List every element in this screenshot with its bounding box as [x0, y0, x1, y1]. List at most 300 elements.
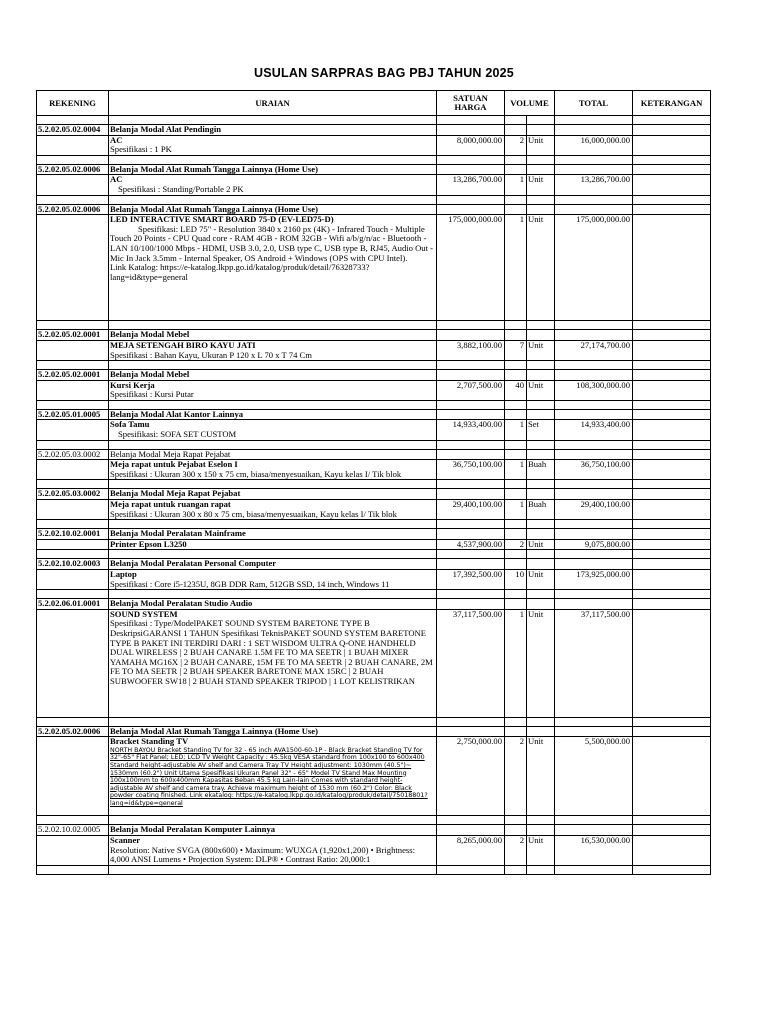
item-description — [109, 135, 437, 155]
empty-cell — [555, 489, 633, 500]
category-row — [37, 559, 711, 570]
empty-cell — [505, 480, 527, 489]
item-description — [109, 460, 437, 480]
empty-cell — [555, 400, 633, 409]
quantity: 1 — [505, 609, 527, 717]
category-name: Belanja Modal Alat Rumah Tangga Lainnya (Home Use) — [109, 726, 437, 737]
empty-cell — [555, 529, 633, 540]
empty-cell — [633, 440, 711, 449]
category-name: Belanja Modal Mebel — [109, 370, 437, 381]
unit-label: Unit — [527, 175, 555, 195]
empty-cell — [37, 155, 109, 164]
quantity: 1 — [505, 175, 527, 195]
page-title: USULAN SARPRAS BAG PBJ TAHUN 2025 — [254, 66, 514, 80]
empty-cell — [527, 330, 555, 341]
item-description — [109, 340, 437, 360]
empty-cell — [527, 865, 555, 874]
item-description — [109, 609, 437, 717]
empty-cell — [505, 409, 527, 420]
empty-cell — [505, 155, 527, 164]
item-link: Link Katalog: https://e-katalog.lkpp.go.id/katalog/produk/detail/76328733?lang=id&type=general — [110, 262, 370, 282]
remarks — [633, 460, 711, 480]
empty-cell — [555, 155, 633, 164]
unit-price: 13,286,700.00 — [437, 175, 505, 195]
item-spec: Spesifikasi : Bahan Kayu, Ukuran P 120 x L 70 x T 74 Cm — [110, 349, 312, 360]
account-code: 5.2.02.10.02.0001 — [37, 529, 109, 540]
empty-cell — [437, 559, 505, 570]
empty-cell — [37, 175, 109, 195]
empty-cell — [37, 816, 109, 825]
empty-cell — [37, 420, 109, 440]
empty-cell — [437, 370, 505, 381]
empty-cell — [37, 135, 109, 155]
remarks — [633, 836, 711, 866]
empty-cell — [527, 409, 555, 420]
spacer-row — [37, 590, 711, 599]
item-row — [37, 215, 711, 321]
category-row — [37, 330, 711, 341]
empty-cell — [633, 449, 711, 460]
empty-cell — [633, 400, 711, 409]
header-total: TOTAL — [555, 91, 633, 116]
empty-cell — [505, 321, 527, 330]
empty-cell — [555, 409, 633, 420]
empty-cell — [37, 717, 109, 726]
line-total: 37,117,500.00 — [555, 609, 633, 717]
empty-cell — [437, 440, 505, 449]
empty-cell — [437, 116, 505, 125]
unit-price: 29,400,100.00 — [437, 500, 505, 520]
remarks — [633, 215, 711, 321]
empty-cell — [109, 550, 437, 559]
empty-cell — [555, 559, 633, 570]
unit-price: 36,750,100.00 — [437, 460, 505, 480]
header-harga: HARGA — [454, 102, 487, 112]
empty-cell — [555, 370, 633, 381]
empty-cell — [527, 559, 555, 570]
item-row — [37, 539, 711, 550]
empty-cell — [437, 599, 505, 610]
empty-cell — [527, 204, 555, 215]
empty-cell — [437, 480, 505, 489]
item-name: MEJA SETENGAH BIRO KAYU JATI — [110, 340, 256, 350]
empty-cell — [109, 321, 437, 330]
line-total: 36,750,100.00 — [555, 460, 633, 480]
empty-cell — [505, 400, 527, 409]
item-spec: Spesifikasi : Ukuran 300 x 80 x 75 cm, biasa/menyesuaikan, Kayu kelas I/ Tik blok — [110, 508, 397, 519]
empty-cell — [633, 164, 711, 175]
item-row — [37, 380, 711, 400]
empty-cell — [527, 164, 555, 175]
empty-cell — [527, 361, 555, 370]
empty-cell — [109, 116, 437, 125]
empty-cell — [505, 489, 527, 500]
remarks — [633, 609, 711, 717]
empty-cell — [37, 609, 109, 717]
item-row — [37, 836, 711, 866]
empty-cell — [555, 865, 633, 874]
empty-cell — [109, 361, 437, 370]
header-satuan-harga — [437, 91, 505, 116]
empty-cell — [555, 330, 633, 341]
empty-cell — [527, 370, 555, 381]
item-description — [109, 539, 437, 550]
quantity: 2 — [505, 737, 527, 816]
empty-cell — [527, 321, 555, 330]
spacer-row — [37, 717, 711, 726]
empty-cell — [505, 195, 527, 204]
category-name: Belanja Modal Alat Rumah Tangga Lainnya (Home Use) — [109, 164, 437, 175]
empty-cell — [555, 195, 633, 204]
empty-cell — [437, 816, 505, 825]
account-code: 5.2.02.10.02.0005 — [37, 825, 109, 836]
line-total: 13,286,700.00 — [555, 175, 633, 195]
empty-cell — [437, 321, 505, 330]
empty-cell — [527, 155, 555, 164]
item-row — [37, 500, 711, 520]
item-name: Bracket Standing TV — [110, 736, 189, 747]
item-spec: Resolution: Native SVGA (800x600) • Maximum: WUXGA (1,920x1,200) • Brightness: 4,000 ANSI Lumens • Projection System: DLP® • Contrast Ratio: 20,000:1 — [110, 844, 415, 865]
item-name: Scanner — [110, 835, 141, 846]
empty-cell — [505, 825, 527, 836]
item-row — [37, 340, 711, 360]
empty-cell — [37, 520, 109, 529]
quantity: 2 — [505, 539, 527, 550]
empty-cell — [633, 480, 711, 489]
header-row — [37, 91, 711, 116]
empty-cell — [37, 440, 109, 449]
empty-cell — [37, 321, 109, 330]
spacer-row — [37, 480, 711, 489]
empty-cell — [437, 550, 505, 559]
unit-label: Unit — [527, 570, 555, 590]
empty-cell — [505, 520, 527, 529]
category-row — [37, 726, 711, 737]
line-total: 175,000,000.00 — [555, 215, 633, 321]
empty-cell — [37, 400, 109, 409]
empty-cell — [555, 125, 633, 136]
category-name: Belanja Modal Meja Rapat Pejabat — [109, 449, 437, 460]
account-code: 5.2.02.05.02.0001 — [37, 370, 109, 381]
empty-cell — [633, 125, 711, 136]
unit-price: 37,117,500.00 — [437, 609, 505, 717]
category-name: Belanja Modal Peralatan Personal Computer — [109, 559, 437, 570]
empty-cell — [527, 480, 555, 489]
empty-cell — [505, 816, 527, 825]
account-code: 5.2.02.05.02.0006 — [37, 726, 109, 737]
account-code: 5.2.02.05.03.0002 — [37, 449, 109, 460]
empty-cell — [109, 195, 437, 204]
empty-cell — [555, 164, 633, 175]
item-spec: Spesifikasi : Standing/Portable 2 PK — [118, 183, 244, 194]
empty-cell — [437, 489, 505, 500]
quantity: 7 — [505, 340, 527, 360]
empty-cell — [505, 529, 527, 540]
empty-cell — [37, 550, 109, 559]
item-name: Meja rapat untuk ruangan rapat — [110, 499, 231, 510]
empty-cell — [437, 449, 505, 460]
empty-cell — [633, 726, 711, 737]
account-code: 5.2.02.05.01.0005 — [37, 409, 109, 420]
item-row — [37, 460, 711, 480]
line-total: 5,500,000.00 — [555, 737, 633, 816]
empty-cell — [505, 865, 527, 874]
spacer-row — [37, 195, 711, 204]
empty-cell — [109, 816, 437, 825]
empty-cell — [555, 825, 633, 836]
item-row — [37, 175, 711, 195]
empty-cell — [37, 361, 109, 370]
category-row — [37, 164, 711, 175]
category-row — [37, 204, 711, 215]
spacer-row — [37, 116, 711, 125]
empty-cell — [37, 836, 109, 866]
category-name: Belanja Modal Alat Pendingin — [109, 125, 437, 136]
line-total: 16,530,000.00 — [555, 836, 633, 866]
empty-cell — [109, 590, 437, 599]
empty-cell — [437, 825, 505, 836]
empty-cell — [109, 865, 437, 874]
item-spec-first: Spesifikasi: LED 75" - Resolution 3840 x 2160 px (4K) - Infrared Touch - Multiple — [138, 223, 425, 234]
empty-cell — [109, 717, 437, 726]
spacer-row — [37, 550, 711, 559]
empty-cell — [437, 865, 505, 874]
unit-price: 175,000,000.00 — [437, 215, 505, 321]
empty-cell — [109, 480, 437, 489]
category-row — [37, 599, 711, 610]
empty-cell — [505, 559, 527, 570]
empty-cell — [555, 726, 633, 737]
item-row — [37, 737, 711, 816]
item-row — [37, 135, 711, 155]
empty-cell — [505, 125, 527, 136]
item-description — [109, 215, 437, 321]
empty-cell — [555, 816, 633, 825]
line-total: 16,000,000.00 — [555, 135, 633, 155]
unit-price: 8,000,000.00 — [437, 135, 505, 155]
item-description — [109, 380, 437, 400]
empty-cell — [633, 330, 711, 341]
item-row — [37, 609, 711, 717]
empty-cell — [505, 449, 527, 460]
empty-cell — [437, 726, 505, 737]
quantity: 2 — [505, 836, 527, 866]
empty-cell — [633, 155, 711, 164]
unit-price: 2,707,500.00 — [437, 380, 505, 400]
unit-label: Unit — [527, 539, 555, 550]
empty-cell — [555, 449, 633, 460]
empty-cell — [633, 599, 711, 610]
quantity: 1 — [505, 420, 527, 440]
empty-cell — [527, 590, 555, 599]
account-code: 5.2.02.06.01.0001 — [37, 599, 109, 610]
empty-cell — [555, 520, 633, 529]
empty-cell — [505, 717, 527, 726]
empty-cell — [437, 195, 505, 204]
empty-cell — [437, 204, 505, 215]
empty-cell — [527, 440, 555, 449]
empty-cell — [527, 550, 555, 559]
empty-cell — [633, 370, 711, 381]
item-name: AC — [110, 174, 123, 185]
empty-cell — [633, 520, 711, 529]
empty-cell — [527, 400, 555, 409]
empty-cell — [555, 321, 633, 330]
empty-cell — [37, 865, 109, 874]
unit-price: 17,392,500.00 — [437, 570, 505, 590]
empty-cell — [527, 717, 555, 726]
category-name: Belanja Modal Peralatan Mainframe — [109, 529, 437, 540]
spacer-row — [37, 816, 711, 825]
line-total: 108,300,000.00 — [555, 380, 633, 400]
empty-cell — [37, 590, 109, 599]
empty-cell — [505, 599, 527, 610]
item-spec: Touch 20 Points - CPU Quad core - RAM 4GB - ROM 32GB - Wifi a/b/g/n/ac - Bluetooth - LAN 10/100/1000 Mbps - HDMI, USB 3.0, 2.0, USB type C, USB type B, RJ45, Audio Out - Mic In Jack 3.5mm - Internal Speaker, OS Android + Windows (OPS with CPU Intel). — [110, 233, 434, 263]
unit-label: Buah — [527, 500, 555, 520]
empty-cell — [505, 370, 527, 381]
empty-cell — [527, 116, 555, 125]
item-spec: Spesifikasi: SOFA SET CUSTOM — [118, 429, 237, 440]
empty-cell — [37, 340, 109, 360]
empty-cell — [505, 330, 527, 341]
empty-cell — [437, 717, 505, 726]
unit-label: Set — [527, 420, 555, 440]
empty-cell — [37, 195, 109, 204]
empty-cell — [527, 125, 555, 136]
spacer-row — [37, 865, 711, 874]
category-row — [37, 529, 711, 540]
empty-cell — [505, 116, 527, 125]
empty-cell — [37, 570, 109, 590]
item-description — [109, 500, 437, 520]
category-name: Belanja Modal Alat Rumah Tangga Lainnya (Home Use) — [109, 204, 437, 215]
empty-cell — [437, 520, 505, 529]
empty-cell — [633, 550, 711, 559]
empty-cell — [437, 529, 505, 540]
empty-cell — [527, 825, 555, 836]
unit-price: 2,750,000.00 — [437, 737, 505, 816]
item-description — [109, 570, 437, 590]
empty-cell — [633, 816, 711, 825]
empty-cell — [37, 500, 109, 520]
line-total: 27,174,700.00 — [555, 340, 633, 360]
item-spec: NORTH BAYOU Bracket Standing TV for 32 - 65 inch AVA1500-60-1P - Black Bracket Standing TV for 32"-65" Flat Panel; LED; LCD TV Weight Capacity : 45.5kg VESA standard from 100x100 to 600x400 Standard height-adjustable AV shelf and Camera Tray TV Height adjustment: 1030mm (40.5")~ 1530mm (60.2") Unit Utama Spesifikasi Ukuran Panel 32" - 65" Model TV Stand Max Mounting 100x100mm to 600x400mm Kapasitas Beban 45.5 kg Lain-lain Comes with standard height-adjustable AV shelf and camera tray. Achieve maximum height of 1530 mm (60.2") Color: Black powder coating finished. Link ekatalog: https://e-katalog.lkpp.go.id/katalog/produk/detail/75018801?lang=id&type=general — [110, 746, 428, 807]
empty-cell — [633, 489, 711, 500]
empty-cell — [555, 590, 633, 599]
account-code: 5.2.02.05.03.0002 — [37, 489, 109, 500]
empty-cell — [437, 155, 505, 164]
spacer-row — [37, 440, 711, 449]
quantity: 2 — [505, 135, 527, 155]
quantity: 40 — [505, 380, 527, 400]
empty-cell — [37, 480, 109, 489]
empty-cell — [555, 116, 633, 125]
category-name: Belanja Modal Peralatan Studio Audio — [109, 599, 437, 610]
item-name: Sofa Tamu — [110, 419, 150, 430]
empty-cell — [437, 409, 505, 420]
empty-cell — [555, 599, 633, 610]
empty-cell — [109, 155, 437, 164]
empty-cell — [505, 590, 527, 599]
account-code: 5.2.02.10.02.0003 — [37, 559, 109, 570]
empty-cell — [437, 164, 505, 175]
line-total: 173,925,000.00 — [555, 570, 633, 590]
spacer-row — [37, 155, 711, 164]
empty-cell — [437, 125, 505, 136]
unit-price: 8,265,000.00 — [437, 836, 505, 866]
empty-cell — [555, 480, 633, 489]
empty-cell — [633, 195, 711, 204]
item-description — [109, 420, 437, 440]
category-name: Belanja Modal Alat Kantor Lainnya — [109, 409, 437, 420]
unit-label: Unit — [527, 609, 555, 717]
category-name: Belanja Modal Meja Rapat Pejabat — [109, 489, 437, 500]
empty-cell — [37, 539, 109, 550]
empty-cell — [505, 726, 527, 737]
empty-cell — [37, 737, 109, 816]
quantity: 1 — [505, 215, 527, 321]
empty-cell — [633, 116, 711, 125]
remarks — [633, 380, 711, 400]
item-description — [109, 175, 437, 195]
empty-cell — [555, 440, 633, 449]
spacer-row — [37, 400, 711, 409]
empty-cell — [527, 529, 555, 540]
item-spec: Spesifikasi : Type/ModelPAKET SOUND SYSTEM BARETONE TYPE B DeskripsiGARANSI 1 TAHUN Spesifikasi TeknisPAKET SOUND SYSTEM BARETONE TYPE B PAKET INI TERDIRI DARI : 1 SET WISDOM ULTRA Q-ONE HANDHELD DUAL WIRELESS | 2 BUAH CANARE 1.5M FE TO MA SEETR | 1 BUAH MIXER YAMAHA MG16X | 2 BUAH CANARE, 15M FE TO MA SEETR | 2 BUAH CANARE, 2M FE TO MA SEETR | 2 BUAH SPEAKER BARETONE MAX 15RC | 2 BUAH SUBWOOFER SW18 | 2 BUAH STAND SPEAKER TRIPOD | 1 LOT KELISTRIKAN — [110, 618, 433, 686]
empty-cell — [633, 321, 711, 330]
account-code: 5.2.02.05.02.0006 — [37, 164, 109, 175]
empty-cell — [555, 550, 633, 559]
account-code: 5.2.02.05.02.0006 — [37, 204, 109, 215]
category-name: Belanja Modal Peralatan Komputer Lainnya — [109, 825, 437, 836]
item-description — [109, 836, 437, 866]
item-spec: Spesifikasi : Core i5-1235U, 8GB DDR Ram, 512GB SSD, 14 inch, Windows 11 — [110, 578, 390, 589]
unit-label: Unit — [527, 737, 555, 816]
line-total: 9,075,800.00 — [555, 539, 633, 550]
empty-cell — [633, 559, 711, 570]
unit-label: Buah — [527, 460, 555, 480]
header-keterangan: KETERANGAN — [633, 91, 711, 116]
empty-cell — [37, 215, 109, 321]
unit-label: Unit — [527, 215, 555, 321]
empty-cell — [633, 717, 711, 726]
procurement-table — [36, 90, 711, 875]
item-spec: Spesifikasi : Ukuran 300 x 150 x 75 cm, biasa/menyesuaikan, Kayu kelas I/ Tik blok — [110, 468, 402, 479]
item-name: LED INTERACTIVE SMART BOARD 75-D (EV-LED75-D) — [110, 214, 334, 225]
item-name: Kursi Kerja — [110, 380, 155, 390]
item-spec: Spesifikasi : 1 PK — [110, 144, 172, 155]
empty-cell — [633, 590, 711, 599]
line-total: 29,400,100.00 — [555, 500, 633, 520]
empty-cell — [633, 825, 711, 836]
empty-cell — [527, 489, 555, 500]
empty-cell — [505, 550, 527, 559]
empty-cell — [527, 195, 555, 204]
remarks — [633, 135, 711, 155]
remarks — [633, 175, 711, 195]
item-name: Meja rapat untuk Pejabat Eselon I — [110, 459, 238, 470]
item-row — [37, 570, 711, 590]
category-row — [37, 489, 711, 500]
category-row — [37, 825, 711, 836]
remarks — [633, 539, 711, 550]
unit-label: Unit — [527, 836, 555, 866]
empty-cell — [633, 529, 711, 540]
empty-cell — [437, 330, 505, 341]
header-rekening: REKENING — [37, 91, 109, 116]
unit-price: 3,882,100.00 — [437, 340, 505, 360]
item-name: Printer Epson L3250 — [110, 539, 187, 549]
